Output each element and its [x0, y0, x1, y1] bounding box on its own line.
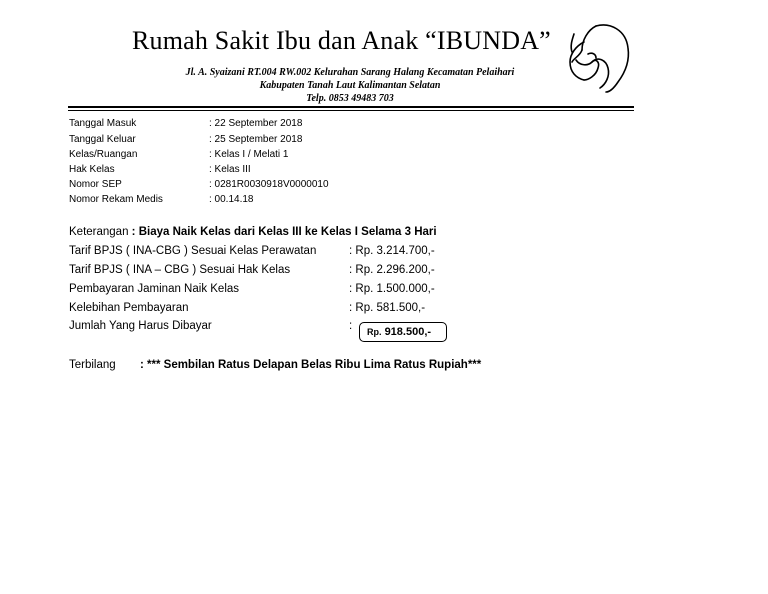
keterangan-label: Keterangan	[69, 226, 129, 238]
billing-label: Pembayaran Jaminan Naik Kelas	[69, 283, 240, 295]
info-label: Tanggal Keluar	[69, 134, 136, 145]
header-divider-thick	[68, 106, 634, 108]
total-amount: 918.500,-	[384, 326, 432, 338]
info-value: : 22 September 2018	[209, 118, 303, 129]
info-label: Kelas/Ruangan	[69, 149, 138, 160]
billing-label: Tarif BPJS ( INA-CBG ) Sesuai Kelas Perawatan	[69, 245, 317, 257]
info-label: Nomor Rekam Medis	[69, 194, 163, 205]
terbilang-value: : *** Sembilan Ratus Delapan Belas Ribu Lima Ratus Rupiah***	[140, 359, 482, 371]
info-value: : 0281R0030918V0000010	[209, 179, 329, 190]
billing-label: Kelebihan Pembayaran	[69, 302, 189, 314]
info-value: : 25 September 2018	[209, 134, 303, 145]
billing-value: : Rp. 2.296.200,-	[349, 264, 435, 276]
info-label: Hak Kelas	[69, 164, 115, 175]
billing-value: : Rp. 1.500.000,-	[349, 283, 435, 295]
info-value: : Kelas I / Melati 1	[209, 149, 289, 160]
address-line-1: Jl. A. Syaizani RT.004 RW.002 Kelurahan Sarang Halang Kecamatan Pelaihari	[185, 67, 515, 78]
hospital-name-title: Rumah Sakit Ibu dan Anak “IBUNDA”	[132, 26, 551, 55]
info-label: Tanggal Masuk	[69, 118, 137, 129]
billing-value: : Rp. 3.214.700,-	[349, 245, 435, 257]
terbilang-row	[69, 359, 482, 371]
info-value: : Kelas III	[209, 164, 251, 175]
address-line-3: Telp. 0853 49483 703	[306, 93, 394, 104]
billing-row-tarif-kelas-perawatan	[69, 245, 435, 257]
info-value: : 00.14.18	[209, 194, 254, 205]
billing-row-kelebihan-pembayaran	[69, 302, 426, 314]
billing-row-jumlah-dibayar	[69, 320, 353, 332]
keterangan-value: : Biaya Naik Kelas dari Kelas III ke Kelas I Selama 3 Hari	[131, 226, 437, 238]
total-currency: Rp.	[367, 327, 382, 337]
billing-row-tarif-hak-kelas	[69, 264, 435, 276]
total-colon: :	[349, 320, 353, 332]
billing-label: Tarif BPJS ( INA – CBG ) Sesuai Hak Kelas	[69, 264, 291, 276]
total-label: Jumlah Yang Harus Dibayar	[69, 320, 212, 332]
mother-child-logo-icon	[562, 20, 634, 94]
keterangan-row	[69, 226, 437, 238]
terbilang-label: Terbilang	[69, 359, 116, 371]
header-divider-thin	[68, 110, 634, 111]
billing-row-jaminan-naik-kelas	[69, 283, 435, 295]
billing-value: : Rp. 581.500,-	[349, 302, 426, 314]
total-amount-box	[359, 322, 447, 342]
info-label: Nomor SEP	[69, 179, 122, 190]
address-line-2: Kabupaten Tanah Laut Kalimantan Selatan	[259, 80, 441, 91]
